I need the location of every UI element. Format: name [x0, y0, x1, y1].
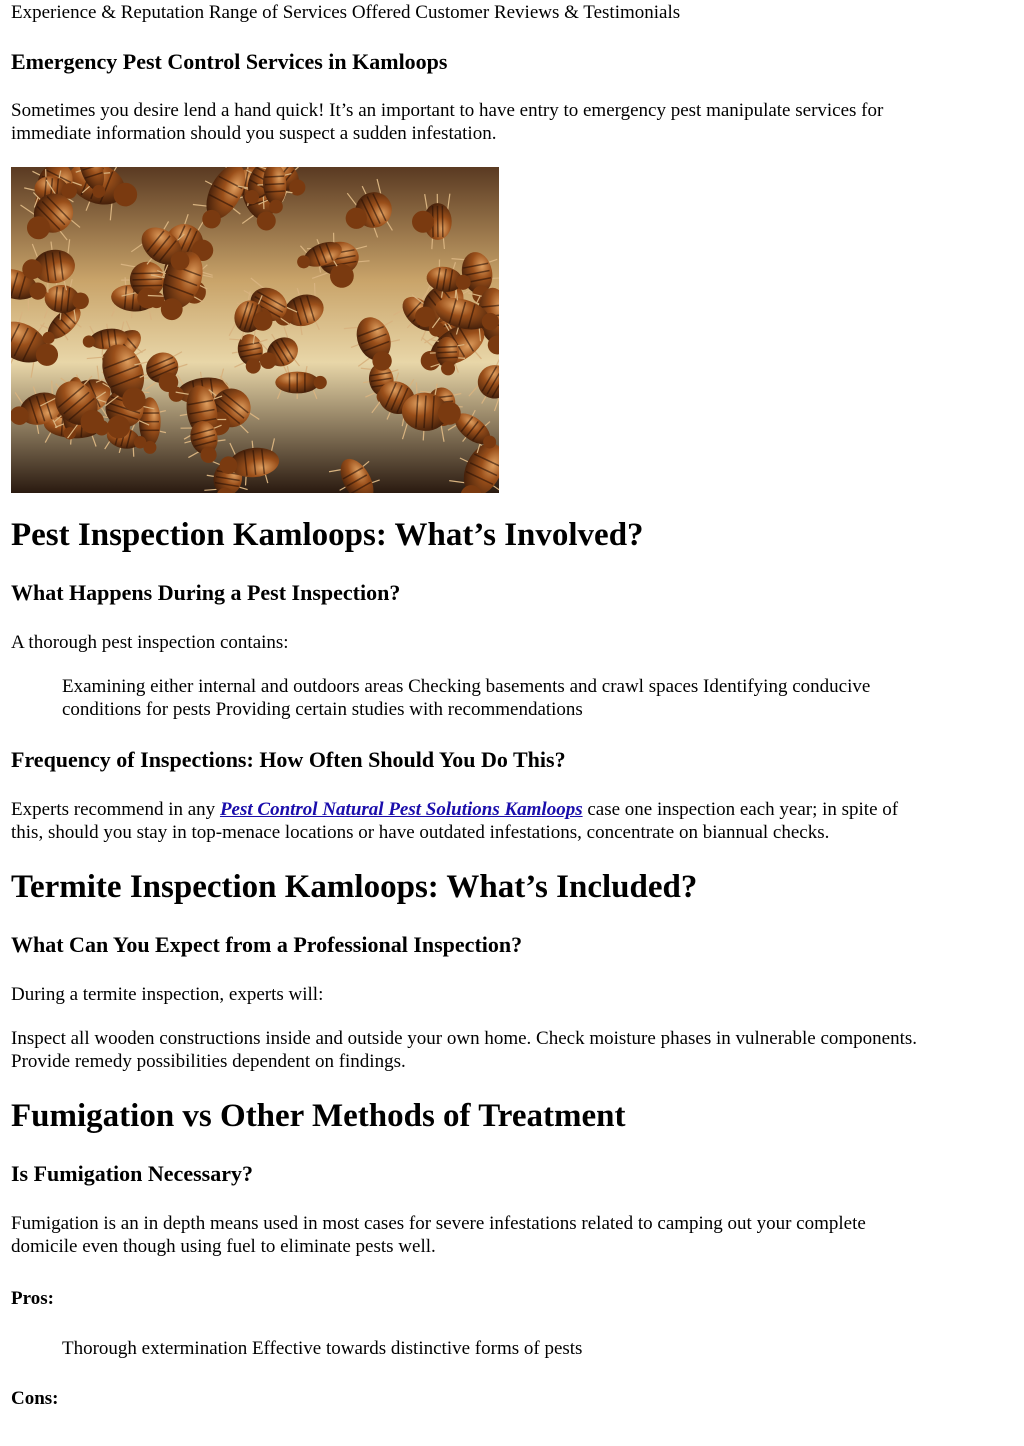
- frequency-text-before: Experts recommend in any: [11, 799, 220, 820]
- pros-label: Pros:: [11, 1288, 54, 1309]
- frequency-text-after: case one inspection each year; in spite of: [582, 799, 899, 820]
- termite-photo: [11, 167, 499, 493]
- termite-paragraph-line-2: Provide remedy possibilities dependent on findings.: [11, 1051, 406, 1072]
- inspection-list-line-2: conditions for pests Providing certain studies with recommendations: [62, 699, 583, 720]
- top-nav-text: Experience & Reputation Range of Services Offered Customer Reviews & Testimonials: [11, 2, 681, 23]
- fumigation-heading: Fumigation vs Other Methods of Treatment: [11, 1098, 626, 1134]
- termite-heading: Termite Inspection Kamloops: What’s Included?: [11, 869, 698, 905]
- inspection-subheading: What Happens During a Pest Inspection?: [11, 580, 401, 605]
- termite-intro: During a termite inspection, experts will:: [11, 984, 324, 1005]
- fumigation-paragraph-line-2: domicile even though using fuel to eliminate pests well.: [11, 1236, 436, 1257]
- natural-pest-solutions-link[interactable]: Pest Control Natural Pest Solutions Kamloops: [219, 799, 583, 820]
- inspection-intro: A thorough pest inspection contains:: [11, 632, 289, 653]
- termite-subheading: What Can You Expect from a Professional Inspection?: [11, 932, 523, 957]
- pros-list: Thorough extermination Effective towards distinctive forms of pests: [62, 1338, 583, 1359]
- frequency-paragraph-line-1: [11, 798, 898, 821]
- fumigation-paragraph-line-1: Fumigation is an in depth means used in most cases for severe infestations related to camping out your complete: [11, 1213, 866, 1234]
- frequency-heading: Frequency of Inspections: How Often Should You Do This?: [11, 747, 566, 772]
- emergency-paragraph-line-2: immediate information should you suspect a sudden infestation.: [11, 123, 497, 144]
- emergency-heading: Emergency Pest Control Services in Kamloops: [11, 49, 448, 74]
- emergency-paragraph-line-1: Sometimes you desire lend a hand quick! It’s an important to have entry to emergency pest manipulate services for: [11, 100, 884, 121]
- termite-paragraph-line-1: Inspect all wooden constructions inside and outside your own home. Check moisture phases in vulnerable components.: [11, 1028, 918, 1049]
- termite-colony-image: [11, 167, 499, 493]
- fumigation-subheading: Is Fumigation Necessary?: [11, 1161, 253, 1186]
- cons-label: Cons:: [11, 1388, 59, 1409]
- inspection-list-line-1: Examining either internal and outdoors areas Checking basements and crawl spaces Identifying conducive: [62, 676, 871, 697]
- inspection-heading: Pest Inspection Kamloops: What’s Involved?: [11, 517, 644, 553]
- frequency-paragraph-line-2: this, should you stay in top-menace locations or have outdated infestations, concentrate on biannual checks.: [11, 822, 830, 843]
